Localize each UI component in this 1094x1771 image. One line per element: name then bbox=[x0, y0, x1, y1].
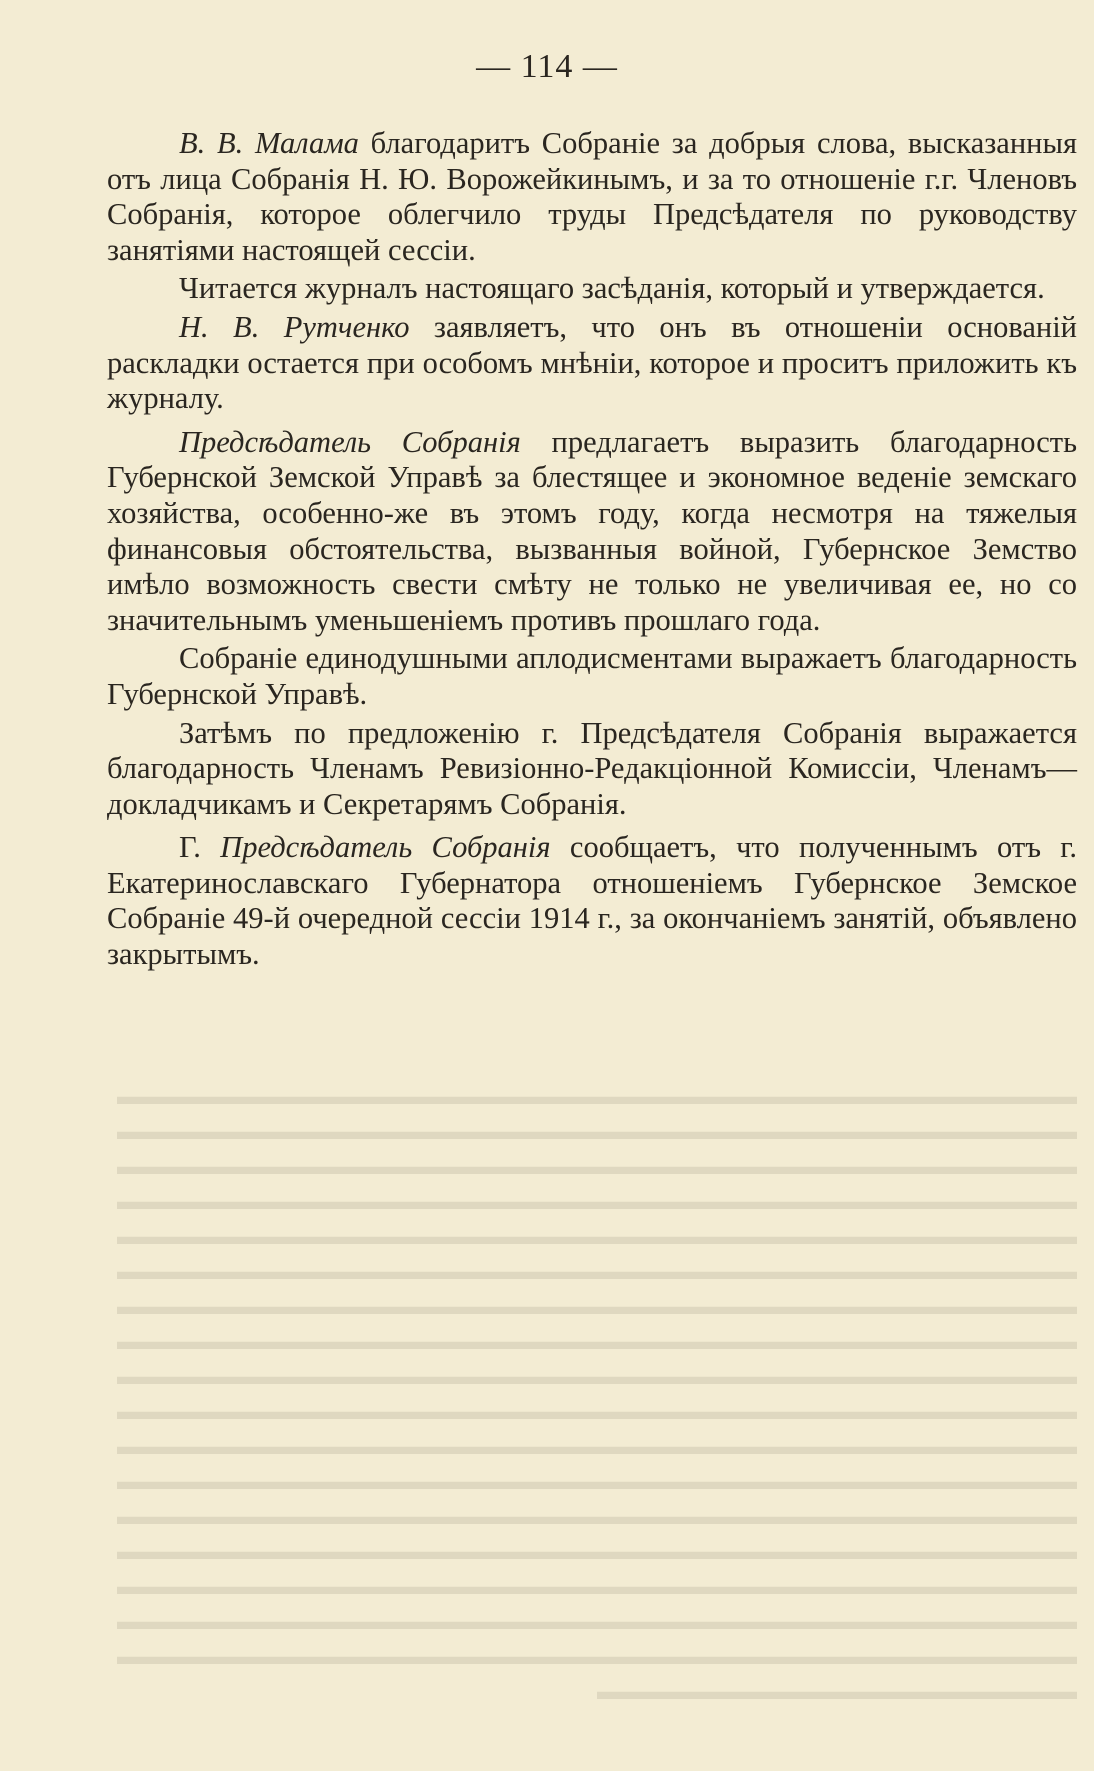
paragraph-text: Собраніе единодушными аплодисментами выражаетъ благодарность Губернской Управѣ. bbox=[107, 641, 1077, 711]
speaker-name: Предсѣдатель Собранія bbox=[220, 830, 551, 865]
body-text bbox=[107, 126, 1077, 973]
paragraph bbox=[107, 830, 1077, 972]
paragraph bbox=[107, 641, 1077, 712]
paragraph-text: заявляетъ, что онъ въ отношеніи основаній раскладки остается при особомъ мнѣніи, которое и проситъ приложить къ журналу. bbox=[107, 309, 1077, 416]
paragraph-prefix: Г. bbox=[179, 830, 221, 865]
paragraph-text: сообщаетъ, что полученнымъ отъ г. Екатеринославскаго Губернатора отношеніемъ Губернское Земское Собраніе 49-й очередной сессіи 1914 г., за окончаніемъ занятій, объявлено закрытымъ. bbox=[107, 830, 1077, 972]
paragraph-text: Затѣмъ по предложенію г. Предсѣдателя Собранія выражается благодарность Членамъ Ревизіонно-Редакціонной Комиссіи, Членамъ—докладчикамъ и Секретарямъ Собранія. bbox=[107, 715, 1077, 821]
paragraph-text: благодаритъ Собраніе за добрыя слова, высказанныя отъ лица Собранія Н. Ю. Ворожейкинымъ, и за то отношеніе г.г. Членовъ Собранія, которое облегчило труды Предсѣдателя по руководству занятіями настоящей сессіи. bbox=[107, 126, 1077, 267]
page-number: — 114 — bbox=[476, 48, 618, 85]
paragraph bbox=[107, 126, 1077, 268]
speaker-name: Н. В. Рутченко bbox=[179, 309, 410, 344]
speaker-name: Предсѣдатель Собранія bbox=[179, 424, 521, 459]
paragraph bbox=[107, 310, 1077, 417]
paragraph bbox=[107, 271, 1077, 307]
paragraph bbox=[107, 425, 1077, 639]
paragraph bbox=[107, 716, 1077, 823]
bleed-through-texture: ▬▬▬▬▬▬▬▬▬▬▬▬▬▬▬▬▬▬▬▬▬▬▬▬▬▬▬▬▬▬▬▬▬▬▬▬▬▬▬▬ ▬▬▬▬▬▬▬▬▬▬▬▬▬▬▬▬▬▬▬▬▬▬▬▬▬▬▬▬▬▬▬▬▬▬▬▬▬▬▬▬ ▬▬▬▬▬▬▬▬▬▬▬▬▬▬▬▬▬▬▬▬▬▬▬▬▬▬▬▬▬▬▬▬▬▬▬▬▬▬▬▬ ▬▬▬▬▬▬▬▬▬▬▬▬▬▬▬▬▬▬▬▬▬▬▬▬▬▬▬▬▬▬▬▬▬▬▬▬▬▬▬▬ ▬▬▬▬▬▬▬▬▬▬▬▬▬▬▬▬▬▬▬▬▬▬▬▬▬▬▬▬▬▬▬▬▬▬▬▬▬▬▬▬ ▬▬▬▬▬▬▬▬▬▬▬▬▬▬▬▬▬▬▬▬▬▬▬▬▬▬▬▬▬▬▬▬▬▬▬▬▬▬▬▬ ▬▬▬▬▬▬▬▬▬▬▬▬▬▬▬▬▬▬▬▬▬▬▬▬▬▬▬▬▬▬▬▬▬▬▬▬▬▬▬▬ ▬▬▬▬▬▬▬▬▬▬▬▬▬▬▬▬▬▬▬▬▬▬▬▬▬▬▬▬▬▬▬▬▬▬▬▬▬▬▬▬ ▬▬▬▬▬▬▬▬▬▬▬▬▬▬▬▬▬▬▬▬▬▬▬▬▬▬▬▬▬▬▬▬▬▬▬▬▬▬▬▬ ▬▬▬▬▬▬▬▬▬▬▬▬▬▬▬▬▬▬▬▬▬▬▬▬▬▬▬▬▬▬▬▬▬▬▬▬▬▬▬▬ ▬▬▬▬▬▬▬▬▬▬▬▬▬▬▬▬▬▬▬▬▬▬▬▬▬▬▬▬▬▬▬▬▬▬▬▬▬▬▬▬ ▬▬▬▬▬▬▬▬▬▬▬▬▬▬▬▬▬▬▬▬▬▬▬▬▬▬▬▬▬▬▬▬▬▬▬▬▬▬▬▬ ▬▬▬▬▬▬▬▬▬▬▬▬▬▬▬▬▬▬▬▬▬▬▬▬▬▬▬▬▬▬▬▬▬▬▬▬▬▬▬▬ ▬▬▬▬▬▬▬▬▬▬▬▬▬▬▬▬▬▬▬▬▬▬▬▬▬▬▬▬▬▬▬▬▬▬▬▬▬▬▬▬ ▬▬▬▬▬▬▬▬▬▬▬▬▬▬▬▬▬▬▬▬▬▬▬▬▬▬▬▬▬▬▬▬▬▬▬▬▬▬▬▬ ▬▬▬▬▬▬▬▬▬▬▬▬▬▬▬▬▬▬▬▬▬▬▬▬▬▬▬▬▬▬▬▬▬▬▬▬▬▬▬▬ ▬▬▬▬▬▬▬▬▬▬▬▬▬▬▬▬▬▬▬▬▬▬▬▬▬▬▬▬▬▬▬▬▬▬▬▬▬▬▬▬ ▬▬▬▬▬▬▬▬▬▬▬▬▬▬▬▬▬▬▬▬ bbox=[117, 1084, 1077, 1705]
paragraph-text: Читается журналъ настоящаго засѣданія, который и утверждается. bbox=[179, 271, 1045, 306]
paragraph-text: предлагаетъ выразить благодарность Губернской Земской Управѣ за блестящее и экономное веденіе земскаго хозяйства, особенно-же въ этомъ году, когда несмотря на тяжелыя финансовыя обстоятельства, вызванныя войной, Губернское Земство имѣло возможность свести смѣту не только не увеличивая ее, но со значительнымъ уменьшеніемъ противъ прошлаго года. bbox=[107, 424, 1077, 637]
speaker-name: В. В. Малама bbox=[179, 126, 359, 160]
